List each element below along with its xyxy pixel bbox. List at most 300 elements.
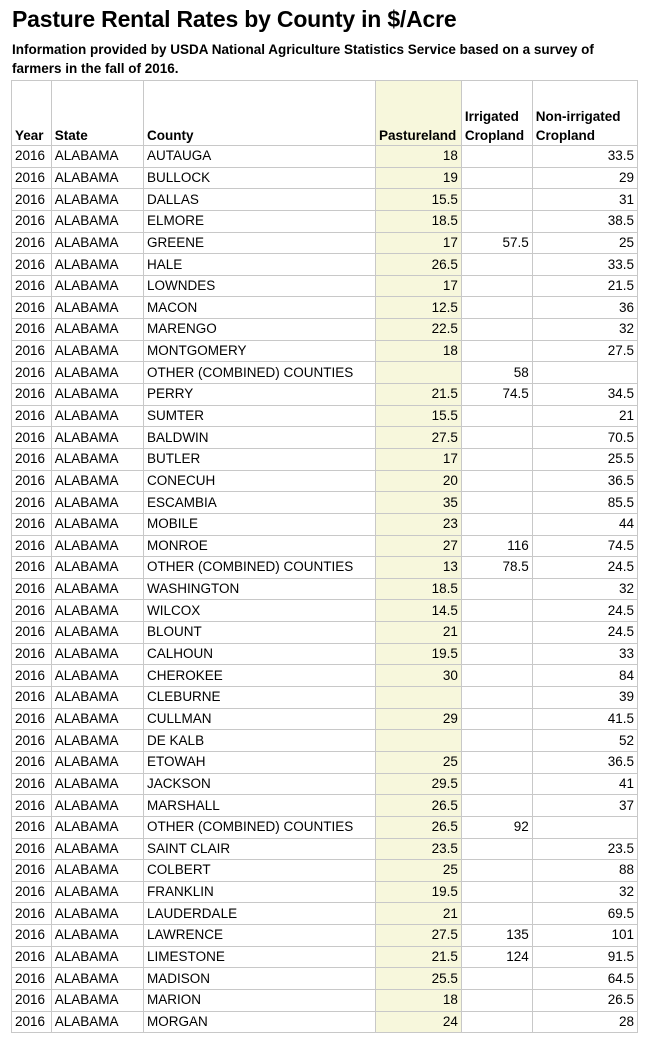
- cell-pastureland: 29.5: [375, 773, 461, 795]
- cell-county: ETOWAH: [144, 751, 376, 773]
- cell-nonirrigated-cropland: 25.5: [532, 448, 637, 470]
- cell-state: ALABAMA: [51, 643, 143, 665]
- cell-pastureland: 15.5: [375, 189, 461, 211]
- cell-nonirrigated-cropland: 24.5: [532, 557, 637, 579]
- table-row: [12, 600, 638, 622]
- cell-pastureland: 26.5: [375, 816, 461, 838]
- cell-irrigated-cropland: [461, 708, 532, 730]
- cell-nonirrigated-cropland: 23.5: [532, 838, 637, 860]
- cell-pastureland: 19.5: [375, 643, 461, 665]
- table-row: [12, 210, 638, 232]
- cell-state: ALABAMA: [51, 600, 143, 622]
- cell-nonirrigated-cropland: 36.5: [532, 751, 637, 773]
- cell-state: ALABAMA: [51, 968, 143, 990]
- table-row: [12, 513, 638, 535]
- cell-irrigated-cropland: [461, 513, 532, 535]
- cell-nonirrigated-cropland: 70.5: [532, 427, 637, 449]
- page-title: Pasture Rental Rates by County in $/Acre: [12, 6, 457, 32]
- cell-year: 2016: [12, 535, 52, 557]
- header-irrigated-line2: Cropland: [464, 128, 525, 143]
- cell-irrigated-cropland: [461, 903, 532, 925]
- cell-pastureland: 21.5: [375, 384, 461, 406]
- cell-state: ALABAMA: [51, 578, 143, 600]
- cell-nonirrigated-cropland: 26.5: [532, 989, 637, 1011]
- cell-irrigated-cropland: [461, 340, 532, 362]
- cell-irrigated-cropland: 135: [461, 925, 532, 947]
- cell-state: ALABAMA: [51, 881, 143, 903]
- cell-pastureland: 25: [375, 860, 461, 882]
- cell-county: CONECUH: [144, 470, 376, 492]
- table-row: [12, 816, 638, 838]
- cell-state: ALABAMA: [51, 470, 143, 492]
- cell-year: 2016: [12, 384, 52, 406]
- cell-year: 2016: [12, 622, 52, 644]
- cell-pastureland: 18: [375, 989, 461, 1011]
- cell-state: ALABAMA: [51, 340, 143, 362]
- cell-year: 2016: [12, 254, 52, 276]
- cell-state: ALABAMA: [51, 167, 143, 189]
- cell-county: WASHINGTON: [144, 578, 376, 600]
- table-header-row: [12, 81, 638, 146]
- rental-rates-table: [11, 80, 638, 1033]
- cell-county: BLOUNT: [144, 622, 376, 644]
- cell-nonirrigated-cropland: 41.5: [532, 708, 637, 730]
- table-row: [12, 881, 638, 903]
- cell-pastureland: 18.5: [375, 210, 461, 232]
- cell-year: 2016: [12, 881, 52, 903]
- cell-county: LAWRENCE: [144, 925, 376, 947]
- cell-year: 2016: [12, 925, 52, 947]
- cell-irrigated-cropland: [461, 427, 532, 449]
- cell-year: 2016: [12, 578, 52, 600]
- cell-pastureland: 27.5: [375, 427, 461, 449]
- cell-nonirrigated-cropland: 21: [532, 405, 637, 427]
- cell-pastureland: 35: [375, 492, 461, 514]
- cell-county: MADISON: [144, 968, 376, 990]
- cell-nonirrigated-cropland: 64.5: [532, 968, 637, 990]
- cell-irrigated-cropland: [461, 989, 532, 1011]
- cell-county: CULLMAN: [144, 708, 376, 730]
- cell-year: 2016: [12, 860, 52, 882]
- cell-nonirrigated-cropland: 44: [532, 513, 637, 535]
- cell-county: OTHER (COMBINED) COUNTIES: [144, 362, 376, 384]
- cell-state: ALABAMA: [51, 730, 143, 752]
- cell-county: OTHER (COMBINED) COUNTIES: [144, 816, 376, 838]
- table-row: [12, 492, 638, 514]
- cell-state: ALABAMA: [51, 838, 143, 860]
- cell-irrigated-cropland: [461, 470, 532, 492]
- cell-nonirrigated-cropland: 101: [532, 925, 637, 947]
- cell-county: COLBERT: [144, 860, 376, 882]
- cell-pastureland: 29: [375, 708, 461, 730]
- table-row: [12, 1011, 638, 1033]
- table-row: [12, 751, 638, 773]
- cell-nonirrigated-cropland: [532, 816, 637, 838]
- cell-nonirrigated-cropland: 52: [532, 730, 637, 752]
- cell-year: 2016: [12, 448, 52, 470]
- cell-pastureland: 21.5: [375, 946, 461, 968]
- cell-county: MOBILE: [144, 513, 376, 535]
- cell-year: 2016: [12, 492, 52, 514]
- cell-nonirrigated-cropland: 69.5: [532, 903, 637, 925]
- cell-state: ALABAMA: [51, 795, 143, 817]
- table-body: [12, 146, 638, 1033]
- cell-county: MARSHALL: [144, 795, 376, 817]
- cell-year: 2016: [12, 838, 52, 860]
- cell-state: ALABAMA: [51, 773, 143, 795]
- cell-year: 2016: [12, 146, 52, 168]
- cell-year: 2016: [12, 513, 52, 535]
- cell-state: ALABAMA: [51, 405, 143, 427]
- cell-nonirrigated-cropland: 84: [532, 665, 637, 687]
- cell-irrigated-cropland: 92: [461, 816, 532, 838]
- cell-year: 2016: [12, 946, 52, 968]
- cell-pastureland: 27.5: [375, 925, 461, 947]
- table-row: [12, 925, 638, 947]
- cell-year: 2016: [12, 751, 52, 773]
- table-row: [12, 795, 638, 817]
- cell-state: ALABAMA: [51, 427, 143, 449]
- cell-county: BALDWIN: [144, 427, 376, 449]
- cell-irrigated-cropland: 57.5: [461, 232, 532, 254]
- cell-year: 2016: [12, 708, 52, 730]
- cell-pastureland: 26.5: [375, 254, 461, 276]
- cell-nonirrigated-cropland: 88: [532, 860, 637, 882]
- header-nonirrigated-cropland: [532, 81, 637, 146]
- cell-pastureland: 23: [375, 513, 461, 535]
- cell-irrigated-cropland: 124: [461, 946, 532, 968]
- cell-nonirrigated-cropland: 24.5: [532, 600, 637, 622]
- page-subtitle: Information provided by USDA National Agriculture Statistics Service based on a survey of farmers in the fall of 2016.: [12, 42, 594, 76]
- cell-nonirrigated-cropland: 37: [532, 795, 637, 817]
- table-row: [12, 405, 638, 427]
- table-row: [12, 427, 638, 449]
- cell-state: ALABAMA: [51, 708, 143, 730]
- header-irrigated-line1: Irrigated: [464, 109, 519, 124]
- cell-state: ALABAMA: [51, 557, 143, 579]
- cell-irrigated-cropland: [461, 405, 532, 427]
- cell-county: CALHOUN: [144, 643, 376, 665]
- cell-pastureland: [375, 362, 461, 384]
- cell-nonirrigated-cropland: 32: [532, 319, 637, 341]
- cell-year: 2016: [12, 189, 52, 211]
- cell-county: LOWNDES: [144, 275, 376, 297]
- cell-nonirrigated-cropland: 21.5: [532, 275, 637, 297]
- cell-state: ALABAMA: [51, 1011, 143, 1033]
- header-county: County: [144, 81, 376, 146]
- cell-irrigated-cropland: [461, 275, 532, 297]
- cell-year: 2016: [12, 362, 52, 384]
- header-nonirrigated-line2: Cropland: [535, 128, 595, 143]
- table-row: [12, 643, 638, 665]
- cell-year: 2016: [12, 687, 52, 709]
- cell-county: LIMESTONE: [144, 946, 376, 968]
- table-row: [12, 903, 638, 925]
- header-pastureland: Pastureland: [375, 81, 461, 146]
- cell-state: ALABAMA: [51, 946, 143, 968]
- table-row: [12, 838, 638, 860]
- cell-irrigated-cropland: [461, 600, 532, 622]
- cell-irrigated-cropland: [461, 881, 532, 903]
- cell-year: 2016: [12, 643, 52, 665]
- cell-county: AUTAUGA: [144, 146, 376, 168]
- table-row: [12, 687, 638, 709]
- cell-irrigated-cropland: [461, 687, 532, 709]
- cell-county: WILCOX: [144, 600, 376, 622]
- cell-pastureland: 17: [375, 275, 461, 297]
- cell-county: BUTLER: [144, 448, 376, 470]
- cell-year: 2016: [12, 795, 52, 817]
- table-row: [12, 708, 638, 730]
- cell-state: ALABAMA: [51, 384, 143, 406]
- cell-pastureland: 12.5: [375, 297, 461, 319]
- cell-irrigated-cropland: [461, 578, 532, 600]
- cell-year: 2016: [12, 232, 52, 254]
- table-row: [12, 730, 638, 752]
- cell-nonirrigated-cropland: 85.5: [532, 492, 637, 514]
- cell-irrigated-cropland: [461, 210, 532, 232]
- cell-year: 2016: [12, 1011, 52, 1033]
- table-row: [12, 232, 638, 254]
- cell-state: ALABAMA: [51, 860, 143, 882]
- cell-state: ALABAMA: [51, 232, 143, 254]
- cell-state: ALABAMA: [51, 989, 143, 1011]
- cell-state: ALABAMA: [51, 816, 143, 838]
- cell-irrigated-cropland: [461, 751, 532, 773]
- table-row: [12, 362, 638, 384]
- cell-irrigated-cropland: [461, 665, 532, 687]
- cell-nonirrigated-cropland: 91.5: [532, 946, 637, 968]
- table-row: [12, 557, 638, 579]
- cell-state: ALABAMA: [51, 687, 143, 709]
- cell-nonirrigated-cropland: 33: [532, 643, 637, 665]
- cell-nonirrigated-cropland: 38.5: [532, 210, 637, 232]
- cell-county: MACON: [144, 297, 376, 319]
- cell-nonirrigated-cropland: 33.5: [532, 146, 637, 168]
- cell-year: 2016: [12, 665, 52, 687]
- cell-year: 2016: [12, 989, 52, 1011]
- cell-pastureland: 17: [375, 448, 461, 470]
- cell-year: 2016: [12, 903, 52, 925]
- table-row: [12, 189, 638, 211]
- cell-irrigated-cropland: [461, 254, 532, 276]
- cell-irrigated-cropland: 78.5: [461, 557, 532, 579]
- cell-nonirrigated-cropland: 74.5: [532, 535, 637, 557]
- table-row: [12, 146, 638, 168]
- header-irrigated-cropland: [461, 81, 532, 146]
- table-row: [12, 773, 638, 795]
- cell-pastureland: 17: [375, 232, 461, 254]
- cell-nonirrigated-cropland: 36.5: [532, 470, 637, 492]
- cell-irrigated-cropland: [461, 146, 532, 168]
- cell-state: ALABAMA: [51, 665, 143, 687]
- cell-nonirrigated-cropland: 27.5: [532, 340, 637, 362]
- cell-pastureland: 25.5: [375, 968, 461, 990]
- cell-state: ALABAMA: [51, 925, 143, 947]
- cell-nonirrigated-cropland: 41: [532, 773, 637, 795]
- cell-county: SUMTER: [144, 405, 376, 427]
- cell-year: 2016: [12, 730, 52, 752]
- cell-year: 2016: [12, 275, 52, 297]
- cell-irrigated-cropland: [461, 189, 532, 211]
- cell-pastureland: 20: [375, 470, 461, 492]
- cell-year: 2016: [12, 167, 52, 189]
- cell-county: MARION: [144, 989, 376, 1011]
- cell-county: ELMORE: [144, 210, 376, 232]
- cell-nonirrigated-cropland: 33.5: [532, 254, 637, 276]
- cell-county: ESCAMBIA: [144, 492, 376, 514]
- cell-state: ALABAMA: [51, 146, 143, 168]
- cell-nonirrigated-cropland: 34.5: [532, 384, 637, 406]
- cell-year: 2016: [12, 968, 52, 990]
- cell-state: ALABAMA: [51, 275, 143, 297]
- cell-state: ALABAMA: [51, 751, 143, 773]
- table-row: [12, 470, 638, 492]
- cell-state: ALABAMA: [51, 448, 143, 470]
- cell-county: HALE: [144, 254, 376, 276]
- header-year: Year: [12, 81, 52, 146]
- cell-pastureland: 14.5: [375, 600, 461, 622]
- cell-county: PERRY: [144, 384, 376, 406]
- cell-county: DE KALB: [144, 730, 376, 752]
- cell-county: BULLOCK: [144, 167, 376, 189]
- cell-pastureland: 15.5: [375, 405, 461, 427]
- cell-pastureland: 26.5: [375, 795, 461, 817]
- cell-county: OTHER (COMBINED) COUNTIES: [144, 557, 376, 579]
- cell-county: CHEROKEE: [144, 665, 376, 687]
- cell-county: DALLAS: [144, 189, 376, 211]
- cell-pastureland: 21: [375, 903, 461, 925]
- cell-county: MARENGO: [144, 319, 376, 341]
- cell-irrigated-cropland: [461, 773, 532, 795]
- header-nonirrigated-line1: Non-irrigated: [535, 109, 621, 124]
- cell-nonirrigated-cropland: 32: [532, 881, 637, 903]
- cell-irrigated-cropland: 116: [461, 535, 532, 557]
- cell-year: 2016: [12, 600, 52, 622]
- cell-irrigated-cropland: [461, 838, 532, 860]
- cell-irrigated-cropland: [461, 167, 532, 189]
- cell-nonirrigated-cropland: 36: [532, 297, 637, 319]
- cell-county: GREENE: [144, 232, 376, 254]
- cell-state: ALABAMA: [51, 903, 143, 925]
- cell-state: ALABAMA: [51, 254, 143, 276]
- cell-year: 2016: [12, 773, 52, 795]
- cell-pastureland: 18: [375, 146, 461, 168]
- table-row: [12, 860, 638, 882]
- cell-pastureland: 30: [375, 665, 461, 687]
- table-row: [12, 384, 638, 406]
- cell-year: 2016: [12, 427, 52, 449]
- cell-irrigated-cropland: [461, 1011, 532, 1033]
- cell-state: ALABAMA: [51, 210, 143, 232]
- cell-year: 2016: [12, 210, 52, 232]
- table-row: [12, 989, 638, 1011]
- cell-pastureland: 25: [375, 751, 461, 773]
- cell-pastureland: 21: [375, 622, 461, 644]
- cell-county: MONROE: [144, 535, 376, 557]
- table-row: [12, 167, 638, 189]
- cell-year: 2016: [12, 405, 52, 427]
- cell-county: MONTGOMERY: [144, 340, 376, 362]
- cell-year: 2016: [12, 816, 52, 838]
- cell-county: SAINT CLAIR: [144, 838, 376, 860]
- cell-pastureland: [375, 687, 461, 709]
- cell-state: ALABAMA: [51, 189, 143, 211]
- table-row: [12, 665, 638, 687]
- table-row: [12, 319, 638, 341]
- cell-nonirrigated-cropland: 39: [532, 687, 637, 709]
- cell-irrigated-cropland: [461, 860, 532, 882]
- table-row: [12, 448, 638, 470]
- cell-state: ALABAMA: [51, 513, 143, 535]
- cell-pastureland: 18.5: [375, 578, 461, 600]
- cell-irrigated-cropland: [461, 319, 532, 341]
- cell-irrigated-cropland: 58: [461, 362, 532, 384]
- cell-state: ALABAMA: [51, 362, 143, 384]
- cell-pastureland: [375, 730, 461, 752]
- cell-state: ALABAMA: [51, 535, 143, 557]
- cell-nonirrigated-cropland: [532, 362, 637, 384]
- cell-pastureland: 23.5: [375, 838, 461, 860]
- cell-state: ALABAMA: [51, 492, 143, 514]
- cell-pastureland: 19: [375, 167, 461, 189]
- table-row: [12, 275, 638, 297]
- header-state: State: [51, 81, 143, 146]
- cell-county: MORGAN: [144, 1011, 376, 1033]
- cell-year: 2016: [12, 470, 52, 492]
- cell-nonirrigated-cropland: 31: [532, 189, 637, 211]
- cell-pastureland: 18: [375, 340, 461, 362]
- cell-pastureland: 19.5: [375, 881, 461, 903]
- cell-nonirrigated-cropland: 32: [532, 578, 637, 600]
- cell-county: FRANKLIN: [144, 881, 376, 903]
- cell-irrigated-cropland: [461, 492, 532, 514]
- cell-state: ALABAMA: [51, 297, 143, 319]
- cell-state: ALABAMA: [51, 319, 143, 341]
- cell-pastureland: 27: [375, 535, 461, 557]
- cell-year: 2016: [12, 340, 52, 362]
- cell-year: 2016: [12, 557, 52, 579]
- cell-irrigated-cropland: [461, 643, 532, 665]
- cell-nonirrigated-cropland: 24.5: [532, 622, 637, 644]
- cell-irrigated-cropland: [461, 795, 532, 817]
- cell-irrigated-cropland: [461, 968, 532, 990]
- cell-irrigated-cropland: [461, 730, 532, 752]
- table-row: [12, 535, 638, 557]
- table-row: [12, 297, 638, 319]
- cell-county: LAUDERDALE: [144, 903, 376, 925]
- cell-nonirrigated-cropland: 29: [532, 167, 637, 189]
- table-row: [12, 622, 638, 644]
- table-row: [12, 578, 638, 600]
- cell-county: JACKSON: [144, 773, 376, 795]
- cell-pastureland: 22.5: [375, 319, 461, 341]
- cell-pastureland: 24: [375, 1011, 461, 1033]
- cell-irrigated-cropland: [461, 622, 532, 644]
- cell-nonirrigated-cropland: 25: [532, 232, 637, 254]
- cell-pastureland: 13: [375, 557, 461, 579]
- table-row: [12, 968, 638, 990]
- cell-irrigated-cropland: 74.5: [461, 384, 532, 406]
- cell-nonirrigated-cropland: 28: [532, 1011, 637, 1033]
- cell-irrigated-cropland: [461, 297, 532, 319]
- cell-year: 2016: [12, 319, 52, 341]
- cell-year: 2016: [12, 297, 52, 319]
- cell-irrigated-cropland: [461, 448, 532, 470]
- table-row: [12, 340, 638, 362]
- cell-state: ALABAMA: [51, 622, 143, 644]
- table-row: [12, 254, 638, 276]
